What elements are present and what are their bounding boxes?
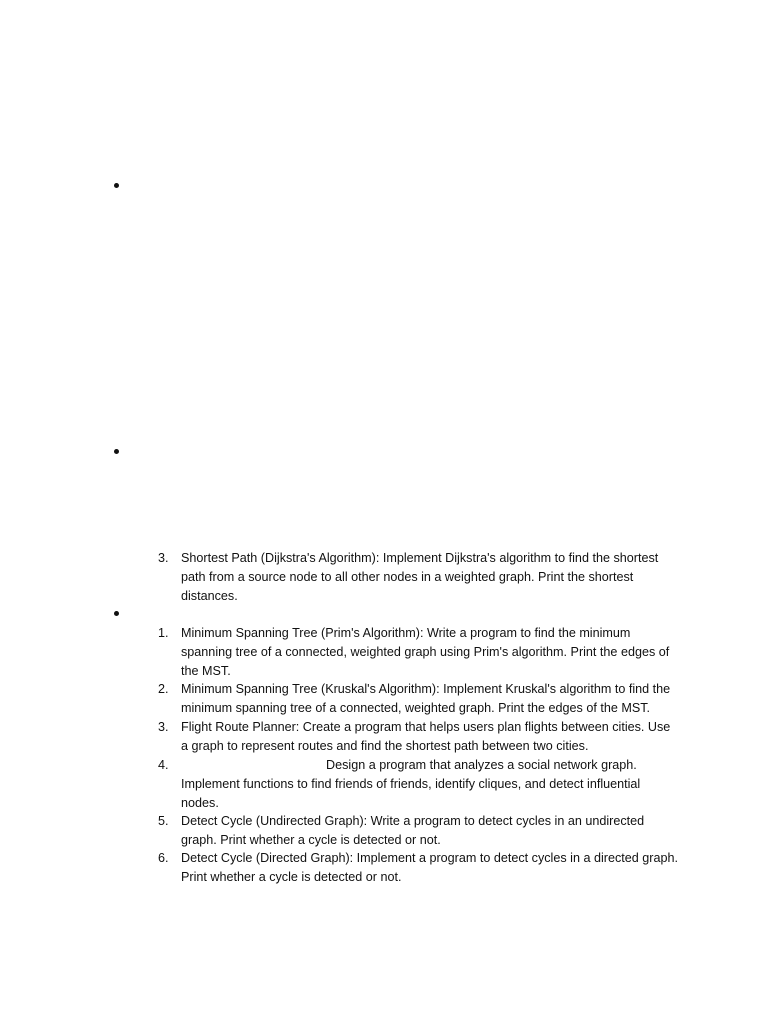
bullet-2 <box>112 447 122 457</box>
bullet-3 <box>112 609 122 619</box>
item-text: Detect Cycle (Directed Graph): Implement a program to detect cycles in a directed graph. Print whether a cycle is detected or not. <box>181 851 678 884</box>
item-text: Shortest Path (Dijkstra's Algorithm): Implement Dijkstra's algorithm to find the shortest path from a source node to all other nodes in a weighted graph. Print the shortest distances. <box>181 551 659 603</box>
item-text: Flight Route Planner: Create a program that helps users plan flights between cities. Use a graph to represent routes and find the shortest path between two cities. <box>181 720 671 753</box>
item-text: Minimum Spanning Tree (Kruskal's Algorithm): Implement Kruskal's algorithm to find the minimum spanning tree of a connected, weighted graph. Print the edges of the MST. <box>181 682 671 715</box>
item-number: 1. <box>158 626 169 640</box>
item-text: Detect Cycle (Undirected Graph): Write a program to detect cycles in an undirected graph. Print whether a cycle is detected or not. <box>181 814 645 847</box>
bullet-1 <box>112 181 122 191</box>
item-number: 3. <box>158 551 169 565</box>
item-text: Design a program that analyzes a social network graph. Implement functions to find friends of friends, identify cliques, and detect influential nodes. <box>181 758 641 810</box>
item-number: 6. <box>158 851 169 865</box>
item-number: 2. <box>158 682 169 696</box>
item-number: 3. <box>158 720 169 734</box>
item-number: 5. <box>158 814 169 828</box>
item-number: 4. <box>158 758 169 772</box>
item-text: Minimum Spanning Tree (Prim's Algorithm): Write a program to find the minimum spanning tree of a connected, weighted graph using Prim's algorithm. Print the edges of the MST. <box>181 626 670 678</box>
